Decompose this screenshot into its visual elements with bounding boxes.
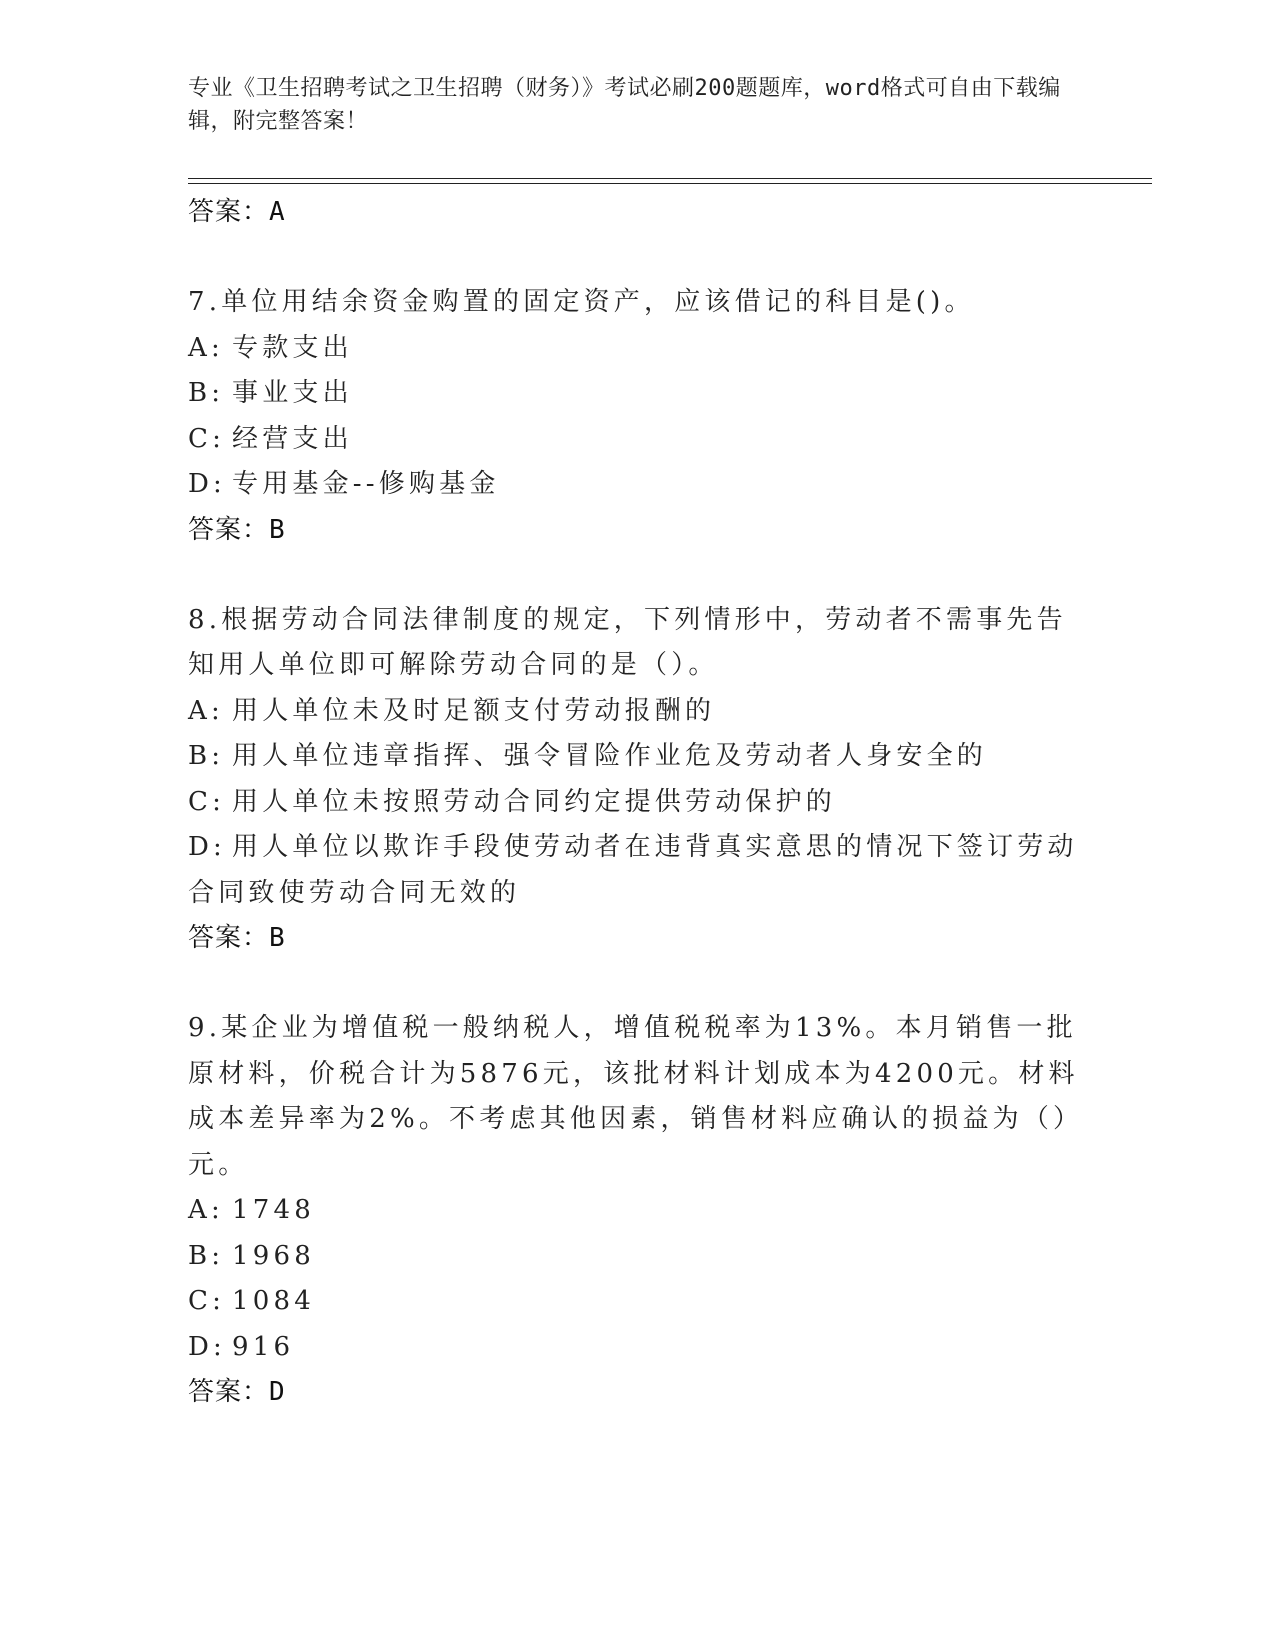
- header-divider-bottom: [188, 183, 1152, 184]
- option-text: 1084: [232, 1286, 315, 1316]
- option-d: [188, 462, 1088, 508]
- option-text: 用人单位未按照劳动合同约定提供劳动保护的: [232, 786, 837, 817]
- document-header: 专业《卫生招聘考试之卫生招聘（财务）》考试必刷200题题库，word格式可自由下载编辑，附完整答案！: [188, 76, 1061, 134]
- option-b: [188, 371, 1088, 417]
- option-text: 1968: [232, 1240, 315, 1271]
- option-text: 用人单位以欺诈手段使劳动者在违背真实意思的情况下签订劳动合同致使劳动合同无效的: [188, 832, 1078, 908]
- header-divider-top: [188, 178, 1152, 179]
- option-a: [188, 326, 1088, 372]
- question-9: [188, 1006, 1088, 1414]
- option-key: B:: [188, 741, 225, 771]
- option-c: [188, 1279, 1088, 1325]
- option-a: [188, 689, 1088, 735]
- option-key: C:: [188, 1286, 226, 1316]
- option-key: C:: [188, 423, 226, 454]
- option-text: 1748: [232, 1195, 315, 1225]
- option-key: B:: [188, 378, 225, 408]
- question-stem: 8.根据劳动合同法律制度的规定，下列情形中，劳动者不需事先告知用人单位即可解除劳动合同的是（）。: [188, 604, 1067, 680]
- option-text: 用人单位违章指挥、强令冒险作业危及劳动者人身安全的: [232, 741, 988, 771]
- option-c: [188, 417, 1088, 463]
- answer-line: 答案：B: [188, 923, 286, 953]
- answer-line: 答案：D: [188, 1377, 286, 1407]
- option-key: D:: [188, 1331, 227, 1362]
- question-stem: 7.单位用结余资金购置的固定资产，应该借记的科目是()。: [188, 287, 975, 317]
- question-stem: 9.某企业为增值税一般纳税人，增值税税率为13%。本月销售一批原材料，价税合计为5876元，该批材料计划成本为4200元。材料成本差异率为2%。不考虑其他因素，销售材料应确认的损益为（）元。: [188, 1013, 1084, 1180]
- option-b: [188, 1234, 1088, 1280]
- option-key: D:: [188, 469, 227, 499]
- option-key: A:: [188, 1195, 224, 1225]
- option-d: [188, 1325, 1088, 1371]
- option-text: 事业支出: [232, 378, 353, 408]
- option-b: [188, 734, 1088, 780]
- question-7: [188, 280, 1088, 552]
- option-text: 经营支出: [232, 423, 353, 454]
- option-d: [188, 825, 1088, 916]
- option-a: [188, 1188, 1088, 1234]
- document-body: [188, 190, 1088, 1414]
- option-text: 专用基金--修购基金: [232, 469, 500, 499]
- question-8: [188, 598, 1088, 961]
- option-key: D:: [188, 832, 227, 862]
- option-text: 用人单位未及时足额支付劳动报酬的: [232, 695, 716, 726]
- option-key: A:: [188, 332, 224, 363]
- option-key: C:: [188, 786, 226, 817]
- answer-line: 答案：B: [188, 514, 286, 545]
- option-c: [188, 780, 1088, 826]
- option-text: 916: [232, 1331, 295, 1362]
- option-key: B:: [188, 1240, 225, 1271]
- answer-line-prev: 答案：A: [188, 197, 286, 227]
- option-key: A:: [188, 695, 224, 726]
- option-text: 专款支出: [232, 332, 353, 363]
